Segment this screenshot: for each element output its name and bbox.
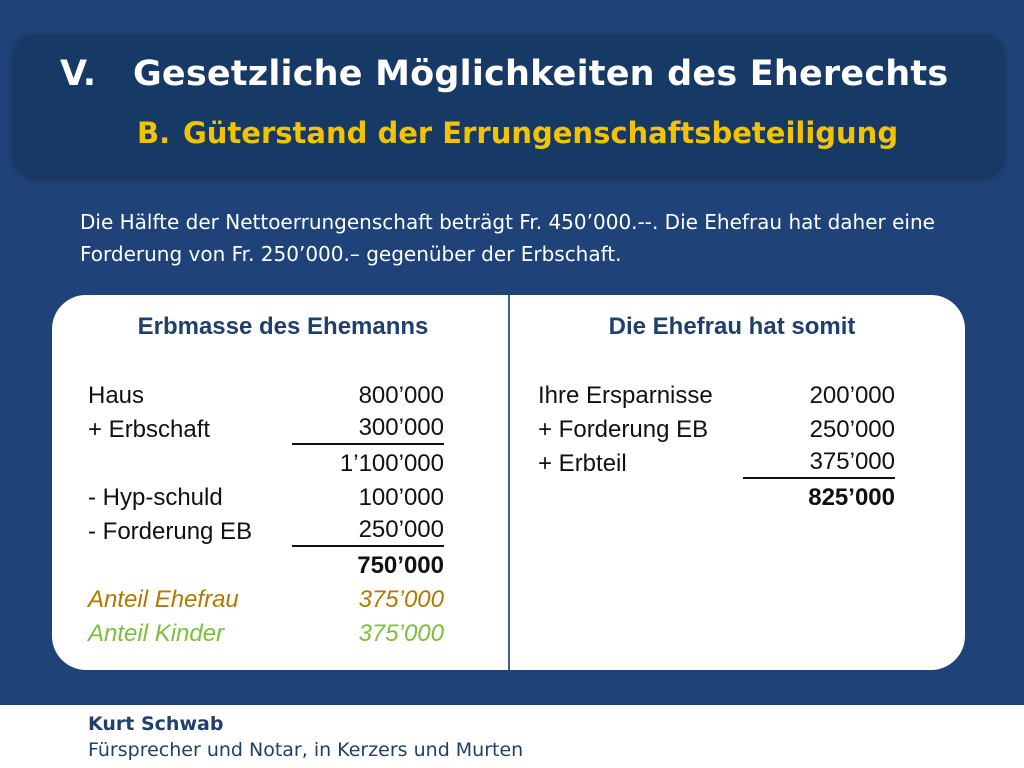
right-row-forderung — [538, 413, 895, 447]
row-label: - Hyp-schuld — [88, 484, 223, 511]
left-row-subtotal — [88, 447, 444, 481]
left-row-erbschaft — [88, 413, 444, 447]
row-label: Anteil Ehefrau — [88, 586, 239, 613]
title-text: Gesetzliche Möglichkeiten des Eherechts — [133, 54, 949, 94]
left-column-heading: Erbmasse des Ehemanns — [137, 313, 429, 340]
left-row-haus — [88, 379, 444, 413]
author-role: Fürsprecher und Notar, in Kerzers und Murten — [88, 739, 524, 761]
row-label: Haus — [88, 382, 145, 409]
row-label: Anteil Kinder — [88, 620, 225, 647]
author-name: Kurt Schwab — [88, 713, 224, 735]
subtitle-letter: B. — [137, 116, 171, 150]
row-value: 300’000 — [292, 413, 444, 445]
row-label: + Forderung EB — [538, 416, 709, 443]
column-divider — [508, 295, 510, 670]
row-label: - Forderung EB — [88, 518, 253, 545]
intro-text: Die Hälfte der Nettoerrungenschaft beträgt Fr. 450’000.--. Die Ehefrau hat daher eine Forderung von Fr. 250’000.– gegenüber der Erbschaft. — [80, 210, 935, 266]
right-row-total — [538, 481, 895, 515]
row-value: 250’000 — [292, 515, 444, 547]
row-value: 750’000 — [357, 552, 444, 579]
calculation-card — [52, 295, 965, 670]
row-value: 1’100’000 — [339, 450, 444, 477]
title-number: V. — [60, 54, 97, 94]
left-row-total — [88, 549, 444, 583]
row-value: 375’000 — [358, 586, 444, 613]
slide-subtitle — [137, 116, 898, 150]
row-value: 250’000 — [809, 416, 895, 443]
row-label: + Erbschaft — [88, 416, 211, 443]
row-value: 375’000 — [358, 620, 444, 647]
row-label: Ihre Ersparnisse — [538, 382, 713, 409]
left-row-anteil-ehefrau — [88, 583, 444, 617]
right-column-heading: Die Ehefrau hat somit — [608, 313, 856, 340]
left-row-anteil-kinder — [88, 617, 444, 651]
subtitle-text: Güterstand der Errungenschaftsbeteiligung — [183, 116, 899, 150]
row-value: 825’000 — [808, 484, 895, 511]
row-value: 100’000 — [358, 484, 444, 511]
left-row-forderung — [88, 515, 444, 549]
row-label: + Erbteil — [538, 450, 627, 477]
right-row-erbteil — [538, 447, 895, 481]
row-value: 200’000 — [809, 382, 895, 409]
slide-title — [60, 54, 948, 94]
row-value: 375’000 — [743, 447, 895, 479]
footer-bar — [0, 705, 1024, 768]
row-value: 800’000 — [358, 382, 444, 409]
right-row-ersparnisse — [538, 379, 895, 413]
left-row-hyp-schuld — [88, 481, 444, 515]
